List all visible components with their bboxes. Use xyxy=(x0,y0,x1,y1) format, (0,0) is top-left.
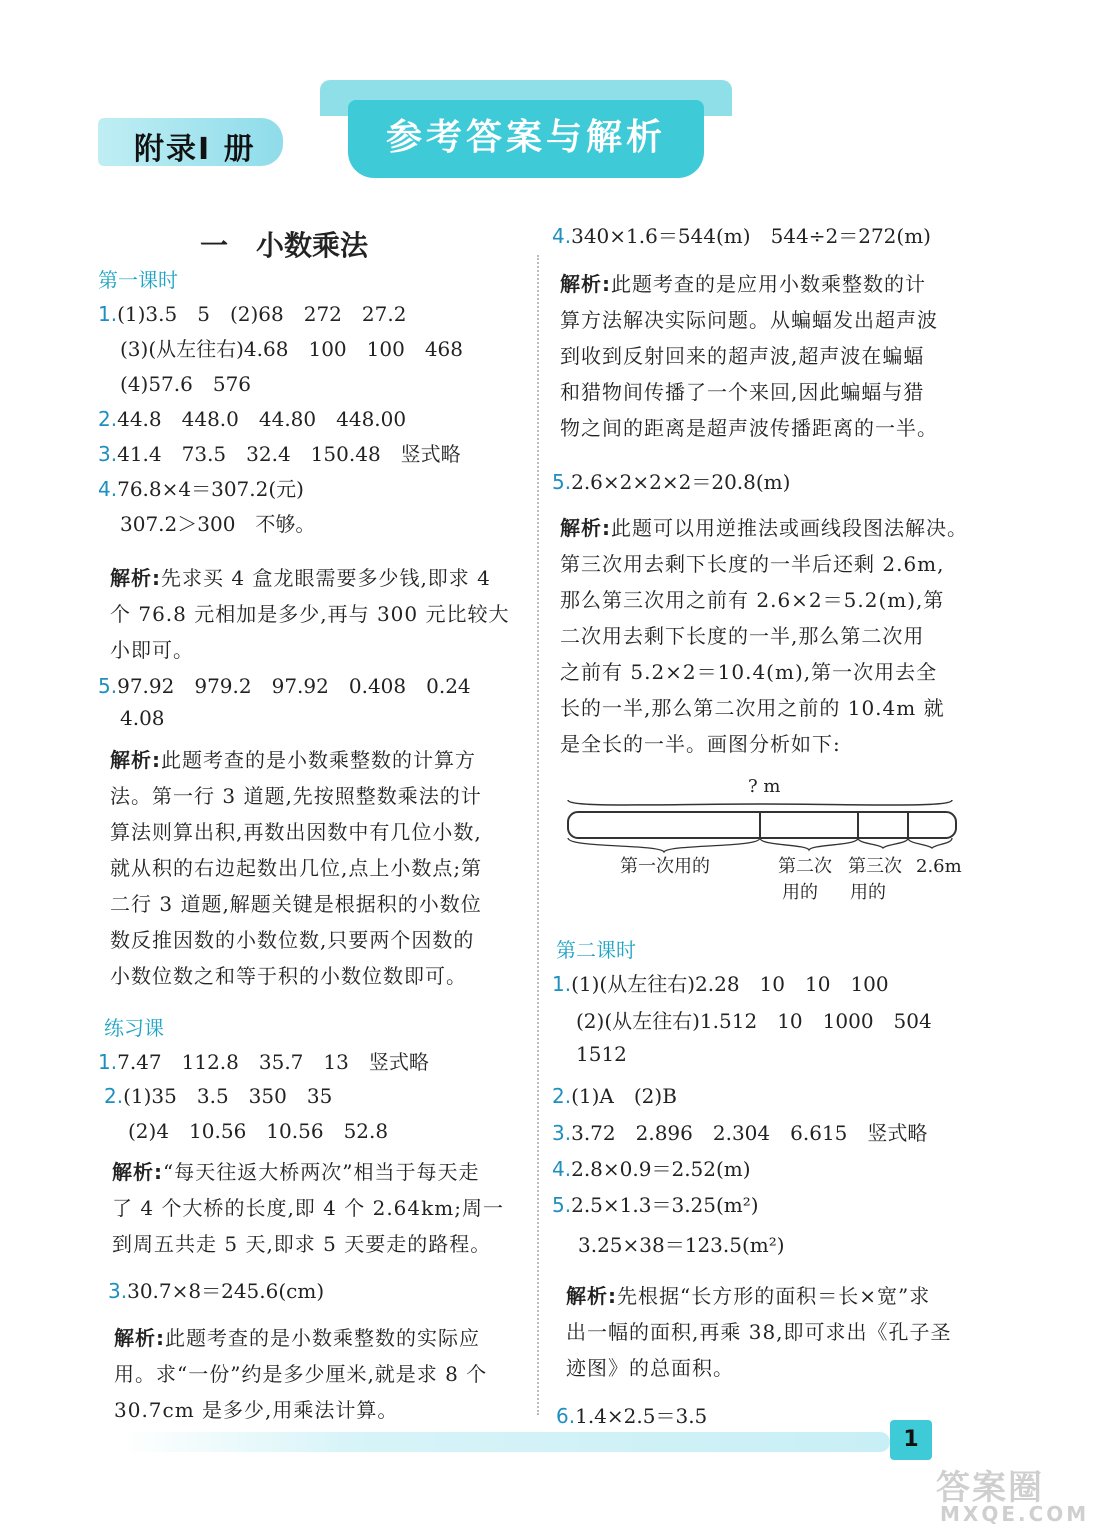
answer-text: 2.5×1.3＝3.25(m²) xyxy=(571,1193,759,1217)
label-first-use: 第一次用的 xyxy=(620,856,710,877)
section-lesson1: 第一课时 xyxy=(98,268,178,292)
analysis-block xyxy=(110,742,520,994)
answer-line xyxy=(120,508,315,537)
question-number: 1. xyxy=(98,1050,118,1074)
answer-line xyxy=(552,1153,751,1182)
answer-line xyxy=(576,1005,932,1034)
answer-text: (4)57.6 576 xyxy=(120,372,252,396)
answer-line xyxy=(104,1080,332,1109)
top-brace xyxy=(568,800,952,805)
analysis-line: 此题考查的是小数乘整数的实际应 xyxy=(165,1326,480,1350)
analysis-line: 二行 3 道题,解题关键是根据积的小数位 xyxy=(110,892,482,916)
watermark-text: 答案圈 xyxy=(936,1468,1044,1508)
analysis-line: 和猎物间传播了一个来回,因此蝙蝠与猎 xyxy=(560,380,925,404)
answer-line xyxy=(98,403,406,432)
total-length-label: ? m xyxy=(748,776,781,797)
segment-diagram xyxy=(560,768,970,908)
label-second-use-2: 用的 xyxy=(782,882,818,903)
analysis-label: 解析: xyxy=(560,272,611,296)
analysis-line: 小即可。 xyxy=(110,638,194,662)
answer-text: 7.47 112.8 35.7 13 竖式略 xyxy=(117,1050,429,1074)
analysis-label: 解析: xyxy=(560,516,611,540)
analysis-line: “每天往返大桥两次”相当于每天走 xyxy=(163,1160,480,1184)
answer-text: 76.8×4＝307.2(元) xyxy=(117,477,304,501)
answer-line xyxy=(108,1275,324,1304)
appendix-label-text: 附录Ⅰ 册 xyxy=(134,132,256,167)
footer-bar xyxy=(120,1432,890,1452)
answer-text: 3.72 2.896 2.304 6.615 竖式略 xyxy=(571,1121,928,1145)
analysis-line: 到收到反射回来的超声波,超声波在蝙蝠 xyxy=(560,344,925,368)
column-divider xyxy=(537,255,539,1415)
brace-first xyxy=(568,838,760,852)
answer-line xyxy=(556,1400,707,1429)
answer-line xyxy=(552,1117,927,1146)
brace-second xyxy=(760,838,858,850)
answer-line xyxy=(120,368,251,397)
answer-text: (1)(从左往右)2.28 10 10 100 xyxy=(571,972,889,996)
banner-box xyxy=(348,100,704,178)
analysis-label: 解析: xyxy=(110,566,161,590)
answer-text: 1.4×2.5＝3.5 xyxy=(575,1404,708,1428)
question-number: 3. xyxy=(98,442,118,466)
answer-line xyxy=(120,333,463,362)
answer-text: (2)(从左往右)1.512 10 1000 504 xyxy=(576,1009,932,1033)
answer-text: 2.8×0.9＝2.52(m) xyxy=(571,1157,751,1181)
analysis-block xyxy=(110,560,520,668)
analysis-line: 那么第三次用之前有 2.6×2＝5.2(m),第 xyxy=(560,588,945,612)
question-number: 3. xyxy=(552,1121,572,1145)
analysis-label: 解析: xyxy=(566,1284,617,1308)
page-title: 参考答案与解析 xyxy=(385,117,666,158)
question-number: 5. xyxy=(552,470,572,494)
question-number: 3. xyxy=(108,1279,128,1303)
chapter-title: 一 小数乘法 xyxy=(200,229,369,262)
answer-line xyxy=(98,298,406,327)
answer-text: 4.08 xyxy=(120,706,165,730)
analysis-line: 此题考查的是应用小数乘整数的计 xyxy=(611,272,926,296)
analysis-block xyxy=(566,1278,986,1386)
analysis-line: 长的一半,那么第二次用之前的 10.4m 就 xyxy=(560,696,945,720)
answer-line xyxy=(552,968,889,997)
analysis-block xyxy=(114,1320,524,1428)
question-number: 2. xyxy=(98,407,118,431)
analysis-line: 个 76.8 元相加是多少,再与 300 元比较大 xyxy=(110,602,510,626)
label-third-use: 第三次 xyxy=(848,856,902,877)
answer-line xyxy=(552,220,931,249)
section-lesson2: 第二课时 xyxy=(556,938,636,962)
answer-text: 3.25×38＝123.5(m²) xyxy=(578,1233,785,1257)
analysis-line: 到周五共走 5 天,即求 5 天要走的路程。 xyxy=(112,1232,492,1256)
answer-line xyxy=(98,670,471,699)
answer-line xyxy=(576,1042,627,1066)
page-number: 1 xyxy=(890,1420,932,1460)
analysis-line: 先根据“长方形的面积＝长×宽”求 xyxy=(617,1284,931,1308)
brace-remaining xyxy=(908,838,952,848)
analysis-line: 了 4 个大桥的长度,即 4 个 2.64km;周一 xyxy=(112,1196,504,1220)
segment-bar xyxy=(568,812,956,838)
label-third-use-2: 用的 xyxy=(850,882,886,903)
analysis-line: 就从积的右边起数出几位,点上小数点;第 xyxy=(110,856,483,880)
question-number: 4. xyxy=(98,477,118,501)
answer-text: (1)35 3.5 350 35 xyxy=(123,1084,333,1108)
question-number: 2. xyxy=(104,1084,124,1108)
analysis-line: 用。求“一份”约是多少厘米,就是求 8 个 xyxy=(114,1362,488,1386)
analysis-line: 是全长的一半。画图分析如下: xyxy=(560,732,841,756)
analysis-line: 算方法解决实际问题。从蝙蝠发出超声波 xyxy=(560,308,938,332)
answer-text: 2.6×2×2×2＝20.8(m) xyxy=(571,470,791,494)
answer-line xyxy=(98,438,461,467)
analysis-line: 第三次用去剩下长度的一半后还剩 2.6m, xyxy=(560,552,945,576)
answer-text: 1512 xyxy=(576,1042,627,1066)
answer-text: 97.92 979.2 97.92 0.408 0.24 xyxy=(117,674,471,698)
answer-line xyxy=(120,706,165,730)
answer-line xyxy=(578,1229,785,1258)
appendix-label xyxy=(98,118,283,166)
question-number: 1. xyxy=(98,302,118,326)
answer-text: 307.2＞300 不够。 xyxy=(120,512,316,536)
brace-third xyxy=(858,838,908,848)
analysis-line: 物之间的距离是超声波传播距离的一半。 xyxy=(560,416,938,440)
section-practice: 练习课 xyxy=(104,1016,164,1040)
analysis-block xyxy=(560,510,980,762)
analysis-line: 迹图》的总面积。 xyxy=(566,1356,734,1380)
analysis-line: 数反推因数的小数位数,只要两个因数的 xyxy=(110,928,475,952)
analysis-line: 之前有 5.2×2＝10.4(m),第一次用去全 xyxy=(560,660,938,684)
analysis-label: 解析: xyxy=(110,748,161,772)
answer-text: 340×1.6＝544(m) 544÷2＝272(m) xyxy=(571,224,931,248)
answer-line xyxy=(552,1080,677,1109)
analysis-line: 30.7cm 是多少,用乘法计算。 xyxy=(114,1398,399,1422)
watermark-url: MXQE.COM xyxy=(940,1502,1090,1526)
analysis-line: 此题可以用逆推法或画线段图法解决。 xyxy=(611,516,968,540)
question-number: 4. xyxy=(552,224,572,248)
answer-line xyxy=(128,1115,388,1144)
answer-text: 44.8 448.0 44.80 448.00 xyxy=(117,407,407,431)
answer-line xyxy=(98,473,304,502)
question-number: 5. xyxy=(98,674,118,698)
answer-text: 30.7×8＝245.6(cm) xyxy=(127,1279,325,1303)
answer-line xyxy=(98,1046,429,1075)
analysis-line: 二次用去剩下长度的一半,那么第二次用 xyxy=(560,624,925,648)
answer-line xyxy=(552,466,790,495)
question-number: 5. xyxy=(552,1193,572,1217)
page-header-banner xyxy=(320,80,732,178)
analysis-line: 此题考查的是小数乘整数的计算方 xyxy=(161,748,476,772)
answer-text: (1)A (2)B xyxy=(571,1084,677,1108)
analysis-block xyxy=(560,266,980,446)
analysis-line: 出一幅的面积,再乘 38,即可求出《孔子圣 xyxy=(566,1320,952,1344)
question-number: 4. xyxy=(552,1157,572,1181)
label-remaining: 2.6m xyxy=(916,856,962,877)
analysis-line: 先求买 4 盒龙眼需要多少钱,即求 4 xyxy=(161,566,491,590)
label-second-use: 第二次 xyxy=(778,856,832,877)
question-number: 1. xyxy=(552,972,572,996)
analysis-label: 解析: xyxy=(114,1326,165,1350)
question-number: 6. xyxy=(556,1404,576,1428)
answer-text: (2)4 10.56 10.56 52.8 xyxy=(128,1119,389,1143)
analysis-line: 法。第一行 3 道题,先按照整数乘法的计 xyxy=(110,784,482,808)
answer-text: (3)(从左往右)4.68 100 100 468 xyxy=(120,337,463,361)
answer-line xyxy=(552,1189,759,1218)
watermark xyxy=(930,1460,1095,1530)
answer-text: (1)3.5 5 (2)68 272 27.2 xyxy=(117,302,407,326)
analysis-label: 解析: xyxy=(112,1160,163,1184)
analysis-block xyxy=(112,1154,522,1262)
analysis-line: 算法则算出积,再数出因数中有几位小数, xyxy=(110,820,482,844)
answer-text: 41.4 73.5 32.4 150.48 竖式略 xyxy=(117,442,461,466)
question-number: 2. xyxy=(552,1084,572,1108)
analysis-line: 小数位数之和等于积的小数位数即可。 xyxy=(110,964,467,988)
